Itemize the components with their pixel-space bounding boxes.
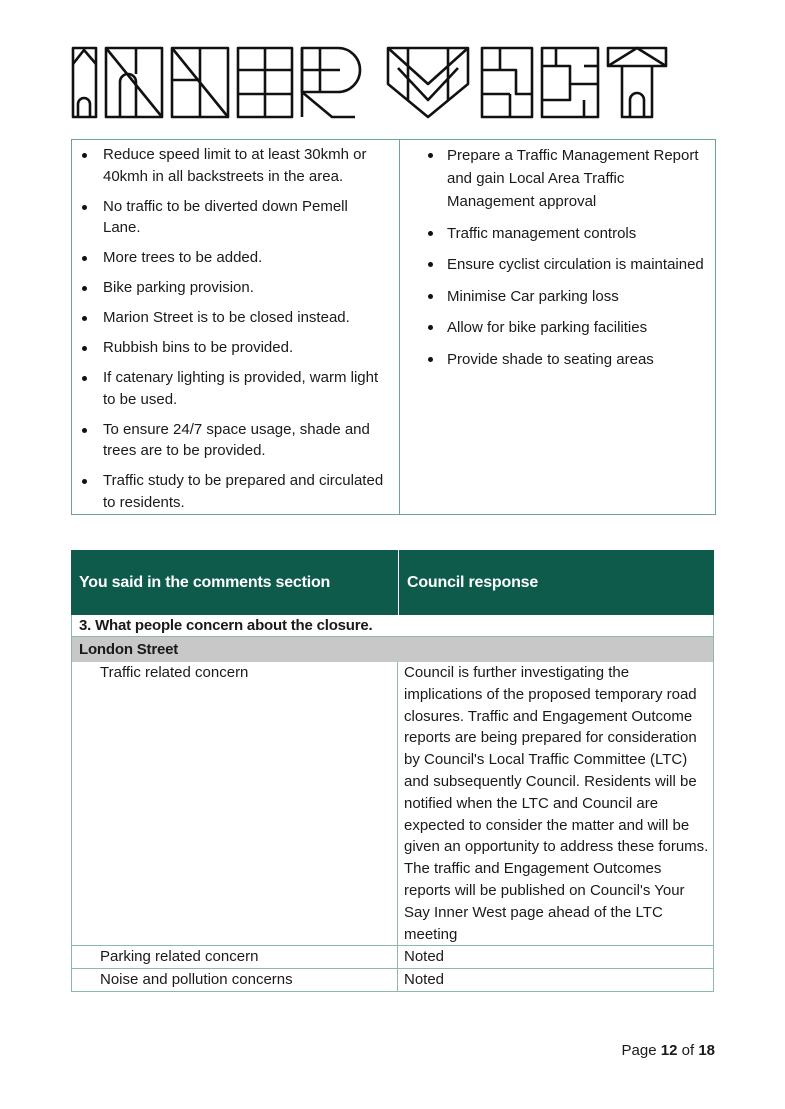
concern-cell: Traffic related concern <box>72 662 398 945</box>
bullet-icon <box>82 153 87 158</box>
list-item-text: Reduce speed limit to at least 30kmh or 40kmh in all backstreets in the area. <box>103 146 367 185</box>
logo-letter-s <box>542 48 598 117</box>
list-item <box>426 348 705 371</box>
logo-letter-n-2 <box>172 48 228 117</box>
bullet-icon <box>428 294 433 299</box>
community-suggestions-list <box>80 144 389 513</box>
table-row <box>71 662 714 946</box>
page-sep: of <box>681 1042 695 1059</box>
list-item-text: Traffic study to be prepared and circulated to residents. <box>103 472 384 511</box>
community-suggestions-column <box>72 140 400 514</box>
list-item <box>426 222 705 245</box>
list-item <box>80 367 389 410</box>
bullet-icon <box>428 262 433 267</box>
logo-letter-r <box>302 48 360 117</box>
list-item-text: Prepare a Traffic Management Report and gain Local Area Traffic Management approval <box>447 147 699 210</box>
logo-letter-e-2 <box>482 48 532 117</box>
council-measures-column <box>400 140 715 514</box>
concern-cell: Parking related concern <box>72 946 398 968</box>
list-item-text: Bike parking provision. <box>103 279 254 296</box>
response-cell: Council is further investigating the implications of the proposed temporary road closures. Traffic and Engagement Outcome reports are being prepared for consideration by Council's Local Traffic Committee (LTC) and subsequently Council. Residents will be notified when the LTC and Council are expected to consider the matter and will be given an opportunity to address these forums. The traffic and Engagement Outcomes reports will be published on Council's Your Say Inner West page ahead of the LTC meeting <box>404 664 709 943</box>
bullet-icon <box>428 153 433 158</box>
list-item <box>426 253 705 276</box>
list-item <box>426 144 705 213</box>
list-item <box>80 470 389 513</box>
list-item <box>80 247 389 269</box>
list-item-text: No traffic to be diverted down Pemell Lane. <box>103 197 348 236</box>
bullet-icon <box>82 316 87 321</box>
list-item-text: Rubbish bins to be provided. <box>103 339 294 356</box>
concern-cell: Noise and pollution concerns <box>72 969 398 991</box>
bullet-icon <box>82 205 87 210</box>
section-title: 3. What people concern about the closure. <box>71 615 714 637</box>
list-item <box>80 337 389 359</box>
header-you-said: You said in the comments section <box>71 550 399 615</box>
list-item-text: Ensure cyclist circulation is maintained <box>447 256 704 273</box>
bullet-icon <box>82 256 87 261</box>
bullet-icon <box>428 231 433 236</box>
council-measures-list <box>426 144 705 371</box>
list-item-text: Allow for bike parking facilities <box>447 319 648 336</box>
bullet-icon <box>428 357 433 362</box>
comments-response-table <box>71 550 714 992</box>
list-item-text: Provide shade to seating areas <box>447 350 654 368</box>
list-item <box>426 316 705 339</box>
list-item <box>426 285 705 308</box>
list-item-text: Traffic management controls <box>447 224 637 242</box>
page-current: 12 <box>660 1042 678 1059</box>
logo-letter-i <box>73 48 96 117</box>
subsection-title: London Street <box>71 637 714 662</box>
bullet-icon <box>428 325 433 330</box>
list-item-text: Marion Street is to be closed instead. <box>103 309 350 326</box>
list-item-text: To ensure 24/7 space usage, shade and trees are to be provided. <box>103 420 370 459</box>
logo-letter-n-1 <box>106 48 162 117</box>
logo-letter-t <box>608 48 666 117</box>
bullet-icon <box>82 346 87 351</box>
bullet-icon <box>82 376 87 381</box>
page-total: 18 <box>698 1042 715 1059</box>
logo-letter-e <box>238 48 292 117</box>
measures-table <box>71 139 716 515</box>
logo-letter-w <box>388 48 468 117</box>
list-item <box>80 419 389 462</box>
page-number <box>622 1042 715 1059</box>
list-item <box>80 307 389 329</box>
inner-west-logo <box>70 44 670 120</box>
list-item-text: More trees to be added. <box>103 249 263 266</box>
response-cell: Noted <box>404 948 445 966</box>
page-label: Page <box>621 1042 657 1059</box>
list-item-text: If catenary lighting is provided, warm light to be used. <box>103 369 379 408</box>
bullet-icon <box>82 479 87 484</box>
table-header <box>71 550 714 615</box>
list-item-text: Minimise Car parking loss <box>447 287 619 305</box>
list-item <box>80 144 389 187</box>
table-row <box>71 946 714 969</box>
list-item <box>80 277 389 299</box>
bullet-icon <box>82 286 87 291</box>
bullet-icon <box>82 428 87 433</box>
response-cell: Noted <box>404 971 445 989</box>
header-council-response: Council response <box>407 573 539 591</box>
table-row <box>71 969 714 992</box>
list-item <box>80 196 389 239</box>
